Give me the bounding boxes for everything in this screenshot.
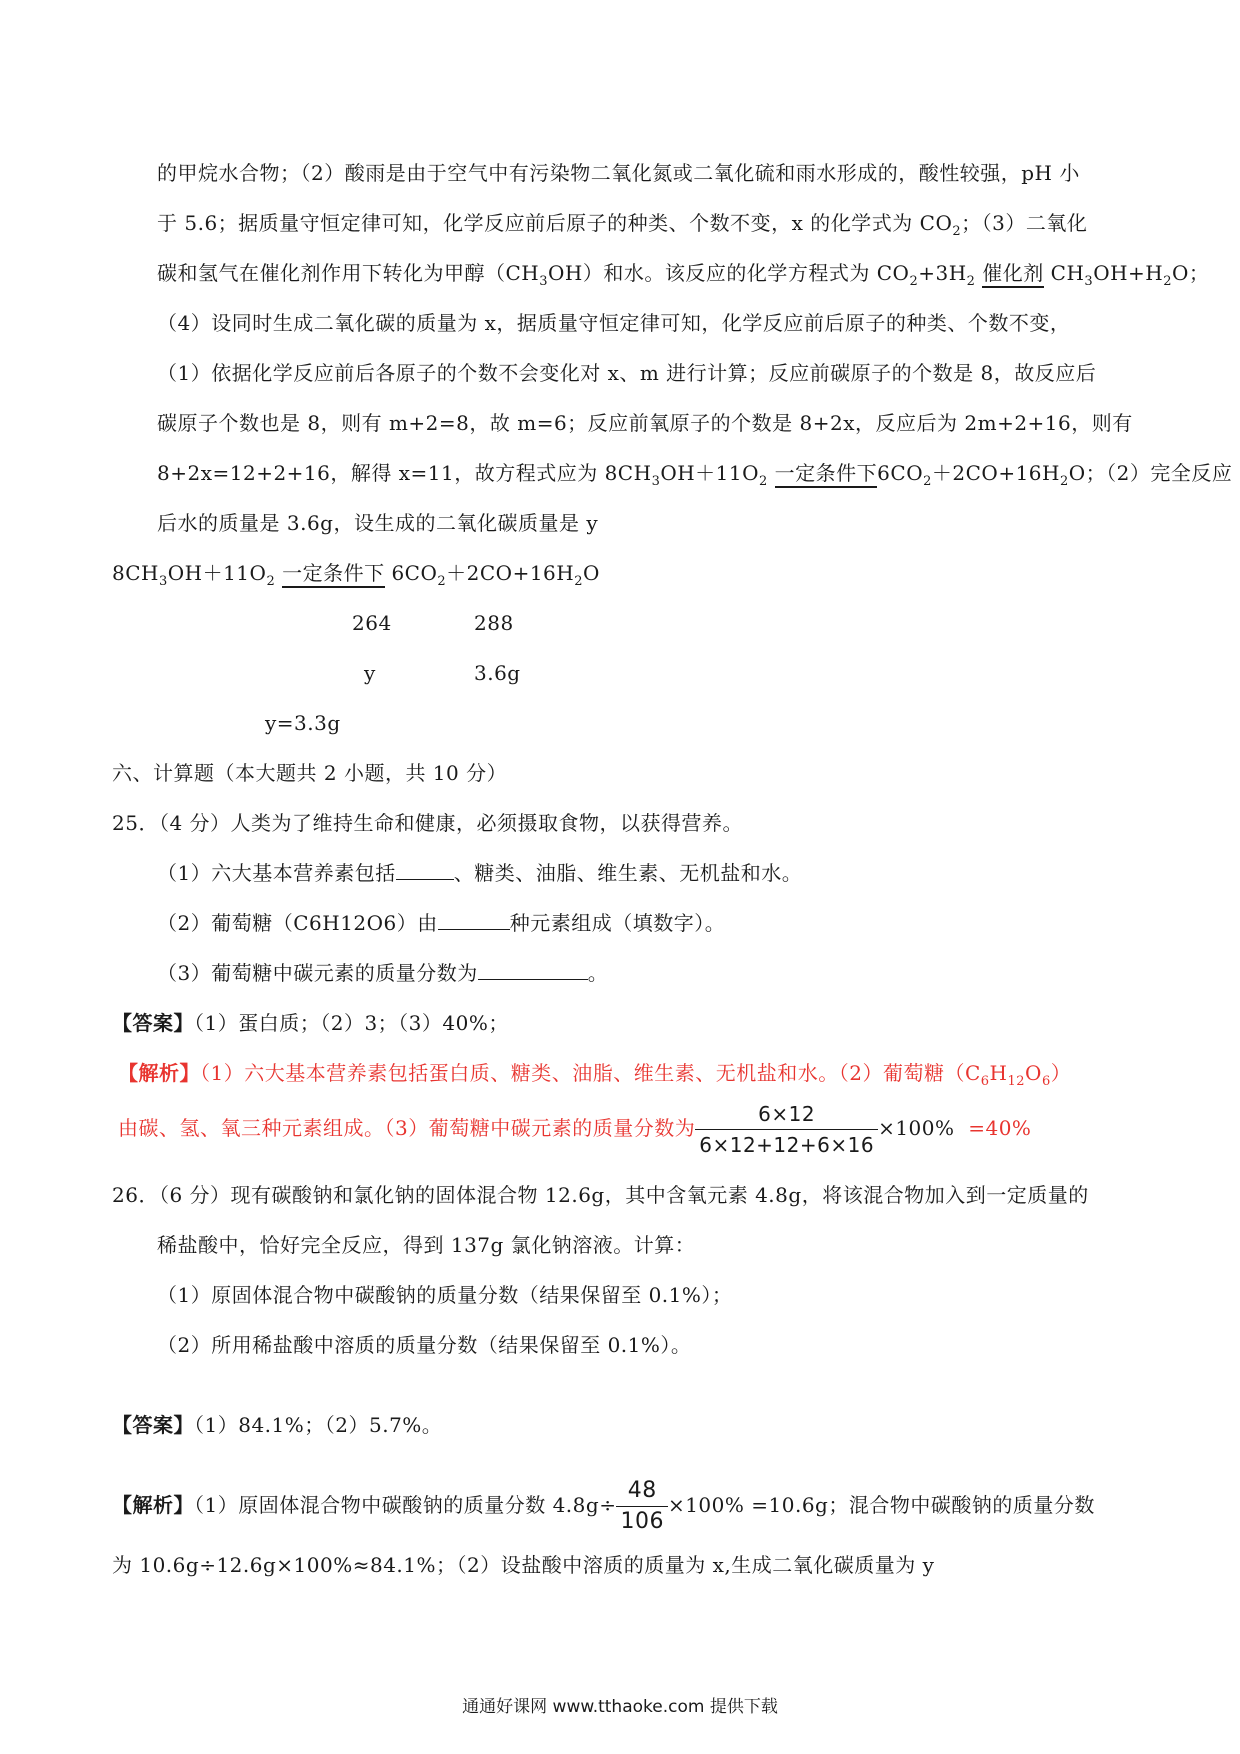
answer-label: 【答案】: [112, 1413, 194, 1437]
unknown-y: y: [364, 661, 376, 685]
analysis-label: 【解析】: [118, 1061, 200, 1085]
fraction: [695, 1101, 878, 1158]
q25-sub1: [157, 858, 802, 888]
text: ；（3）二氧化: [961, 211, 1088, 235]
numerator: 48: [616, 1478, 668, 1507]
text: ＋2CO+16H: [931, 461, 1060, 485]
q25-answer: [112, 1008, 509, 1038]
para1-line8: [157, 508, 598, 538]
text: O: [583, 561, 600, 585]
q25-stem: 25．（4 分）人类为了维持生命和健康，必须摄取食物，以获得营养。: [112, 811, 744, 835]
subscript: 2: [1059, 474, 1069, 489]
q25-analysis-line1: [118, 1058, 1071, 1097]
mass-288: 288: [474, 611, 514, 635]
equation-line: [112, 558, 600, 597]
text: （1）六大基本营养素包括蛋白质、糖类、油脂、维生素、无机盐和水。（2）葡萄糖（C: [200, 1061, 981, 1085]
text: 碳和氢气在催化剂作用下转化为甲醇（CH: [157, 261, 540, 285]
answer-blank: [396, 861, 454, 880]
answer-text: （1）蛋白质；（2）3；（3）40%；: [194, 1011, 509, 1035]
q26-analysis-line2: 为 10.6g÷12.6g×100%≈84.1%；（2）设盐酸中溶质的质量为 x,生成二氧化碳质量为 y: [112, 1553, 935, 1577]
result-y: y=3.3g: [265, 711, 341, 735]
q25-sub2: [157, 908, 725, 938]
text: OH＋11O: [660, 461, 760, 485]
reaction-condition: 一定条件下: [282, 561, 385, 588]
q26-answer: [112, 1410, 442, 1440]
text: OH）和水。该反应的化学方程式为 CO: [548, 261, 910, 285]
text: CH: [1050, 261, 1085, 285]
subscript: 2: [437, 574, 447, 589]
text: O: [1025, 1061, 1042, 1085]
q26-stem-line1: 26．（6 分）现有碳酸钠和氯化钠的固体混合物 12.6g，其中含氧元素 4.8g，将该混合物加入到一定质量的: [112, 1183, 1089, 1207]
subscript: 2: [1163, 274, 1173, 289]
subscript: 2: [909, 274, 919, 289]
subscript: 2: [923, 474, 932, 489]
text: 种元素组成（填数字）。: [509, 911, 726, 935]
page-footer: 通通好课网 www.tthaoke.com 提供下载: [462, 1697, 778, 1717]
subscript: 6: [980, 1074, 990, 1089]
reaction-condition: 一定条件下: [775, 461, 878, 488]
para1-line4: [157, 308, 1070, 338]
text: 碳原子个数也是 8，则有 m+2=8，故 m=6；反应前氧原子的个数是 8+2x，反应后为 2m+2+16，则有: [157, 411, 1133, 435]
text: 的甲烷水合物；（2）酸雨是由于空气中有污染物二氧化氮或二氧化硫和雨水形成的，酸性较强，pH 小: [157, 161, 1080, 185]
subscript: 2: [952, 224, 962, 239]
text: O；: [1172, 261, 1210, 285]
subscript: 3: [539, 274, 549, 289]
para1-line2: [157, 208, 1087, 247]
subscript: 3: [1084, 274, 1094, 289]
mass-264: 264: [352, 611, 392, 635]
text: ×100%: [878, 1116, 955, 1140]
section-heading: 六、计算题（本大题共 2 小题，共 10 分）: [112, 761, 508, 785]
denominator: 106: [620, 1509, 664, 1534]
numerator: 6×12: [695, 1101, 878, 1130]
text: O；（2）完全反应: [1068, 461, 1233, 485]
subscript: 2: [759, 474, 768, 489]
q26-analysis-line1: [112, 1475, 1095, 1535]
text: 于 5.6；据质量守恒定律可知，化学反应前后原子的种类、个数不变，x 的化学式为 CO: [157, 211, 953, 235]
q26-sub2: （2）所用稀盐酸中溶质的质量分数（结果保留至 0.1%）。: [157, 1333, 692, 1357]
known-3.6g: 3.6g: [474, 661, 521, 685]
text: 。: [587, 961, 609, 985]
subscript: 2: [266, 574, 276, 589]
text: ×100%: [667, 1493, 745, 1517]
fraction: [616, 1478, 668, 1535]
para1-line3: [157, 258, 1209, 297]
para1-line1: [157, 158, 1080, 188]
text: 由碳、氢、氧三种元素组成。（3）葡萄糖中碳元素的质量分数为: [118, 1116, 696, 1140]
text: （2）葡萄糖（C6H12O6）由: [157, 911, 438, 935]
answer-blank: [438, 911, 510, 930]
para1-line6: [157, 408, 1133, 438]
text: =10.6g；混合物中碳酸钠的质量分数: [751, 1493, 1095, 1517]
subscript: 12: [1007, 1074, 1026, 1089]
text: 后水的质量是 3.6g，设生成的二氧化碳质量是 y: [157, 511, 599, 535]
text: （3）葡萄糖中碳元素的质量分数为: [157, 961, 478, 985]
text: =40%: [968, 1116, 1032, 1140]
q25-sub3: [157, 958, 608, 988]
text: 6CO: [391, 561, 438, 585]
text: （1）原固体混合物中碳酸钠的质量分数 4.8g÷: [194, 1493, 617, 1517]
subscript: 6: [1041, 1074, 1051, 1089]
q26-sub1: （1）原固体混合物中碳酸钠的质量分数（结果保留至 0.1%）；: [157, 1283, 733, 1307]
q26-stem-line2: 稀盐酸中，恰好完全反应，得到 137g 氯化钠溶液。计算：: [157, 1233, 696, 1257]
answer-label: 【答案】: [112, 1011, 194, 1035]
q25-analysis-line2: [118, 1098, 1031, 1158]
text: 8+2x=12+2+16，解得 x=11，故方程式应为 8CH: [157, 461, 652, 485]
text: 8CH: [112, 561, 159, 585]
text: OH+H: [1093, 261, 1164, 285]
text: 、糖类、油脂、维生素、无机盐和水。: [453, 861, 803, 885]
denominator: 6×12+12+6×16: [699, 1133, 875, 1157]
text: ＋2CO+16H: [446, 561, 575, 585]
subscript: 2: [966, 274, 976, 289]
text: OH＋11O: [167, 561, 267, 585]
text: H: [989, 1061, 1008, 1085]
subscript: 3: [158, 574, 168, 589]
answer-text: （1）84.1%；（2）5.7%。: [194, 1413, 443, 1437]
subscript: 2: [574, 574, 584, 589]
text: （1）六大基本营养素包括: [157, 861, 396, 885]
para1-line5: [157, 358, 1096, 388]
para1-line7: [157, 458, 1232, 497]
reaction-condition: 催化剂: [982, 261, 1044, 288]
text: ）: [1050, 1061, 1072, 1085]
text: （1）依据化学反应前后各原子的个数不会变化对 x、m 进行计算；反应前碳原子的个数是 8，故反应后: [157, 361, 1097, 385]
text: +3H: [918, 261, 967, 285]
subscript: 3: [651, 474, 661, 489]
text: 6CO: [877, 461, 924, 485]
text: （4）设同时生成二氧化碳的质量为 x，据质量守恒定律可知，化学反应前后原子的种类、个数不变，: [157, 311, 1071, 335]
analysis-label: 【解析】: [112, 1493, 194, 1517]
answer-blank: [478, 961, 588, 980]
